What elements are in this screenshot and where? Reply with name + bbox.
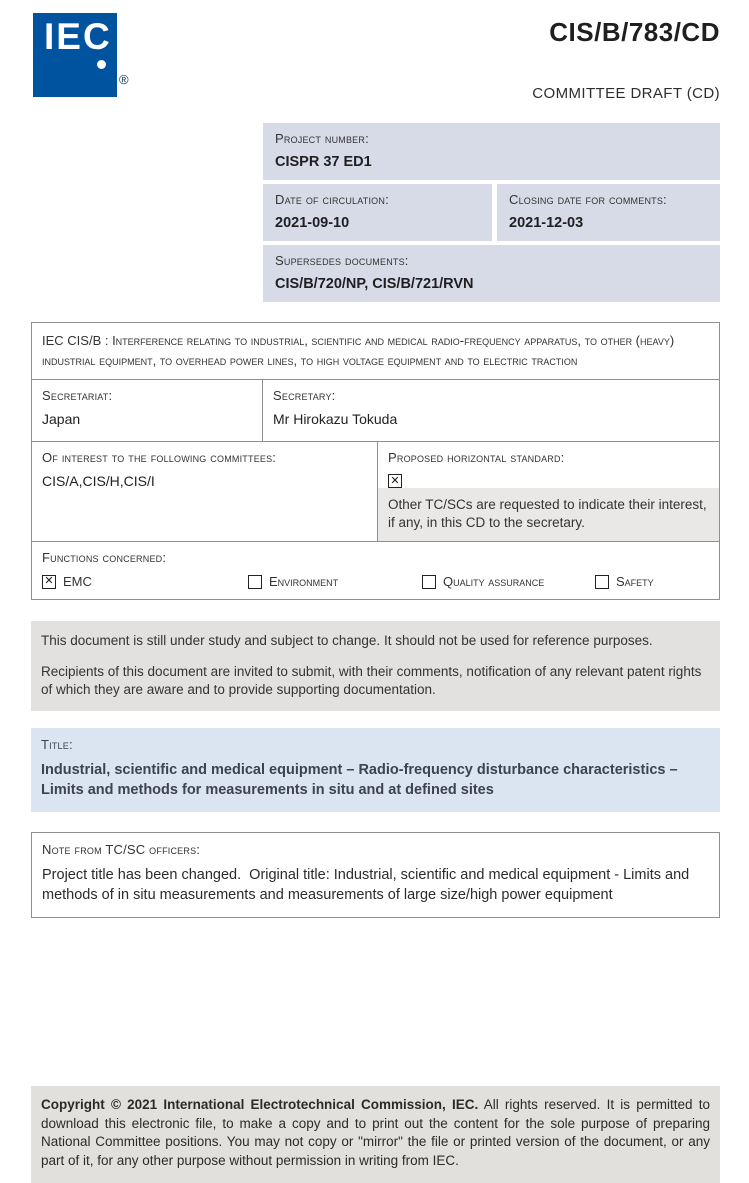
document-title: Industrial, scientific and medical equipment – Radio-frequency disturbance characteristics – Limits and methods for measurements in situ and at defined sites xyxy=(41,762,678,799)
proposed-horizontal-cell xyxy=(377,442,719,541)
date-of-circulation-value: 2021-09-10 xyxy=(275,215,350,231)
study-notice-paragraph-2: Recipients of this document are invited to submit, with their comments, notification of any relevant patent rights of which they are aware and to provide supporting documentation. xyxy=(41,663,702,697)
safety-checkbox[interactable] xyxy=(595,575,609,589)
document-type: COMMITTEE DRAFT (CD) xyxy=(532,85,720,102)
quality-assurance-checkbox[interactable] xyxy=(422,575,436,589)
secretariat-cell xyxy=(32,380,262,441)
interest-value: CIS/A,CIS/H,CIS/I xyxy=(42,473,155,489)
interest-label: Of interest to the following committees: xyxy=(42,450,277,465)
copyright-text xyxy=(41,1096,710,1172)
functions-checkbox-group xyxy=(42,574,709,589)
environment-checkbox[interactable] xyxy=(248,575,262,589)
quality-assurance-label: Quality assurance xyxy=(443,574,545,590)
title-label: Title: xyxy=(41,737,73,753)
tcsc-note-label: Note from TC/SC officers: xyxy=(42,842,201,858)
project-number-value: CISPR 37 ED1 xyxy=(275,154,372,170)
title-block xyxy=(31,728,720,812)
supersedes-value: CIS/B/720/NP, CIS/B/721/RVN xyxy=(275,276,474,292)
iec-logo-dot xyxy=(97,60,106,69)
secretariat-row xyxy=(32,379,719,441)
environment-label: Environment xyxy=(269,574,339,590)
supersedes-cell xyxy=(263,245,720,302)
study-notice-block xyxy=(31,621,720,711)
emc-label: EMC xyxy=(63,574,92,590)
registered-trademark-icon: ® xyxy=(119,72,129,87)
header xyxy=(31,0,720,110)
functions-row xyxy=(32,541,719,599)
function-item-emc xyxy=(42,574,248,589)
project-number-label: Project number: xyxy=(275,131,369,146)
function-item-environment xyxy=(248,574,422,589)
function-item-safety xyxy=(595,574,654,589)
safety-label: Safety xyxy=(616,574,654,590)
proposed-horizontal-checkbox[interactable]: ✕ xyxy=(388,474,402,488)
dates-row xyxy=(263,184,720,241)
interest-row xyxy=(32,441,719,541)
iec-logo-text: IEC xyxy=(44,16,112,57)
committee-description: IEC CIS/B : Interference relating to industrial, scientific and medical radio-frequency apparatus, to other (heavy) industrial equipment, to overhead power lines, to high voltage equipment and to electric traction xyxy=(42,333,675,368)
functions-label: Functions concerned: xyxy=(42,550,167,566)
closing-date-value: 2021-12-03 xyxy=(509,215,584,231)
closing-date-cell xyxy=(497,184,720,241)
date-of-circulation-cell xyxy=(263,184,492,241)
project-number-cell xyxy=(263,123,720,180)
closing-date-label: Closing date for comments: xyxy=(509,192,667,207)
project-number-row xyxy=(263,123,720,180)
header-right xyxy=(31,0,720,102)
document-number: CIS/B/783/CD xyxy=(549,17,720,47)
emc-checkbox[interactable]: ✕ xyxy=(42,575,56,589)
other-tcsc-note: Other TC/SCs are requested to indicate their interest, if any, in this CD to the secretary. xyxy=(378,488,719,541)
copyright-rest-text: All rights reserved. It is permitted to download this electronic file, to make a copy and to print out the content for the sole purpose of preparing National Committee positions. You may not copy or "mirror" the file or printed version of the document, or any part of it, for any other purpose without permission in writing from IEC. xyxy=(41,1096,710,1169)
secretary-cell xyxy=(262,380,719,441)
tcsc-note-text: Project title has been changed. Original title: Industrial, scientific and medical equipment - Limits and methods of in situ measurements and measurements of large size/high power equipment xyxy=(42,867,694,904)
secretary-label: Secretary: xyxy=(273,388,336,403)
project-info-table xyxy=(263,123,720,302)
secretariat-value: Japan xyxy=(42,411,81,427)
copyright-bold-text: Copyright © 2021 International Electrotechnical Commission, IEC. xyxy=(41,1096,479,1112)
tcsc-note-block xyxy=(31,832,720,918)
study-notice-paragraph-1: This document is still under study and subject to change. It should not be used for reference purposes. xyxy=(41,633,653,649)
date-of-circulation-label: Date of circulation: xyxy=(275,192,389,207)
proposed-horizontal-label: Proposed horizontal standard: xyxy=(388,450,565,465)
iec-logo xyxy=(33,13,117,97)
supersedes-row xyxy=(263,245,720,302)
committee-table xyxy=(31,322,720,600)
function-item-quality-assurance xyxy=(422,574,595,589)
secretariat-label: Secretariat: xyxy=(42,388,113,403)
secretary-value: Mr Hirokazu Tokuda xyxy=(273,411,398,427)
supersedes-label: Supersedes documents: xyxy=(275,253,409,268)
interest-cell xyxy=(32,442,377,541)
copyright-block xyxy=(31,1086,720,1183)
